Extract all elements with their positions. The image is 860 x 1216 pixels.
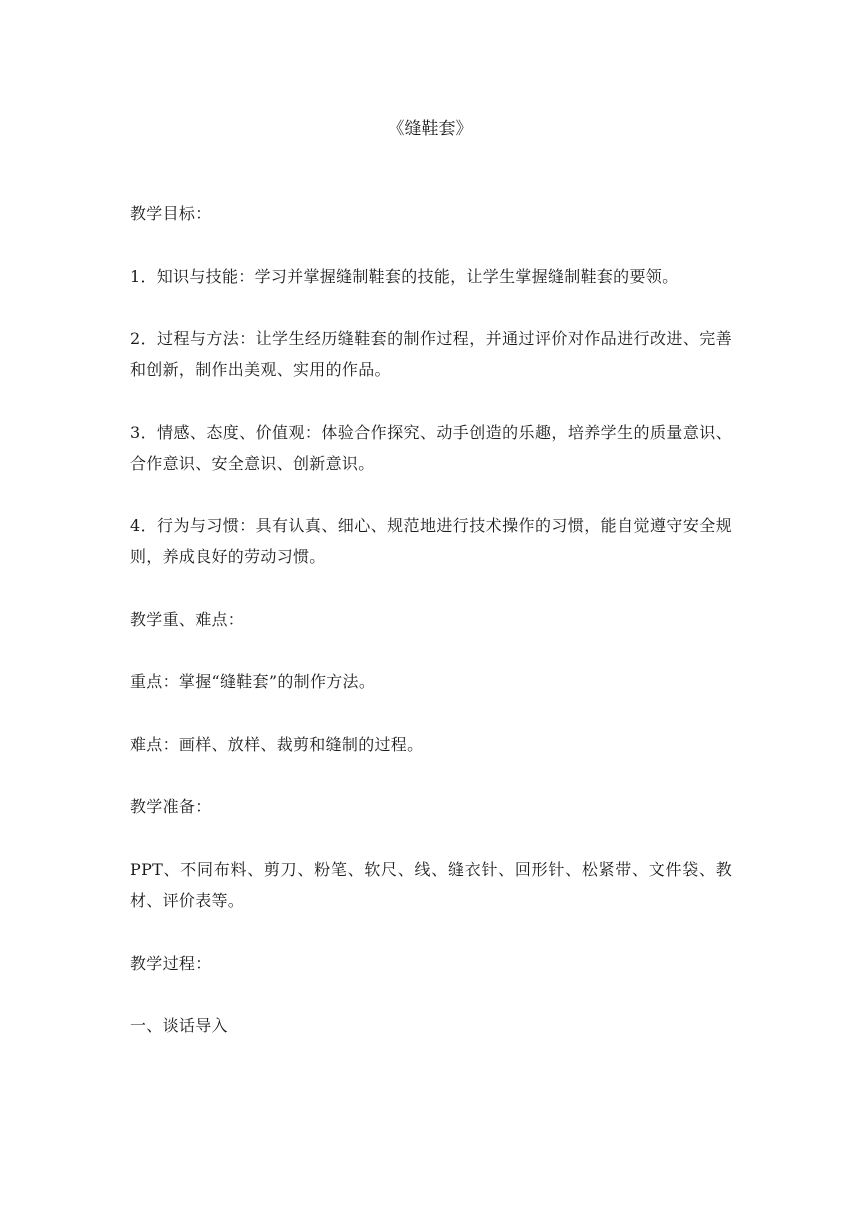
key-point: 重点：掌握“缝鞋套”的制作方法。 bbox=[130, 672, 376, 691]
section-heading-objectives: 教学目标： bbox=[130, 204, 212, 223]
section-heading-process: 教学过程： bbox=[130, 954, 212, 973]
objective-4: 4．行为与习惯：具有认真、细心、规范地进行技术操作的习惯，能自觉遵守安全规则，养成良好的劳动习惯。 bbox=[130, 516, 732, 566]
objective-3: 3．情感、态度、价值观：体验合作探究、动手创造的乐趣，培养学生的质量意识、合作意识、安全意识、创新意识。 bbox=[130, 423, 732, 473]
objective-2: 2．过程与方法：让学生经历缝鞋套的制作过程，并通过评价对作品进行改进、完善和创新，制作出美观、实用的作品。 bbox=[130, 329, 732, 379]
objective-1: 1．知识与技能：学习并掌握缝制鞋套的技能，让学生掌握缝制鞋套的要领。 bbox=[130, 267, 679, 286]
section-heading-preparation: 教学准备： bbox=[130, 797, 212, 816]
process-step-1: 一、谈话导入 bbox=[130, 1016, 228, 1035]
section-heading-key-points: 教学重、难点： bbox=[130, 610, 245, 629]
difficult-point: 难点：画样、放样、裁剪和缝制的过程。 bbox=[130, 735, 424, 754]
document-title: 《缝鞋套》 bbox=[387, 119, 473, 139]
preparation-list: PPT、不同布料、剪刀、粉笔、软尺、线、缝衣针、回形针、松紧带、文件袋、教材、评价表等。 bbox=[130, 860, 732, 910]
